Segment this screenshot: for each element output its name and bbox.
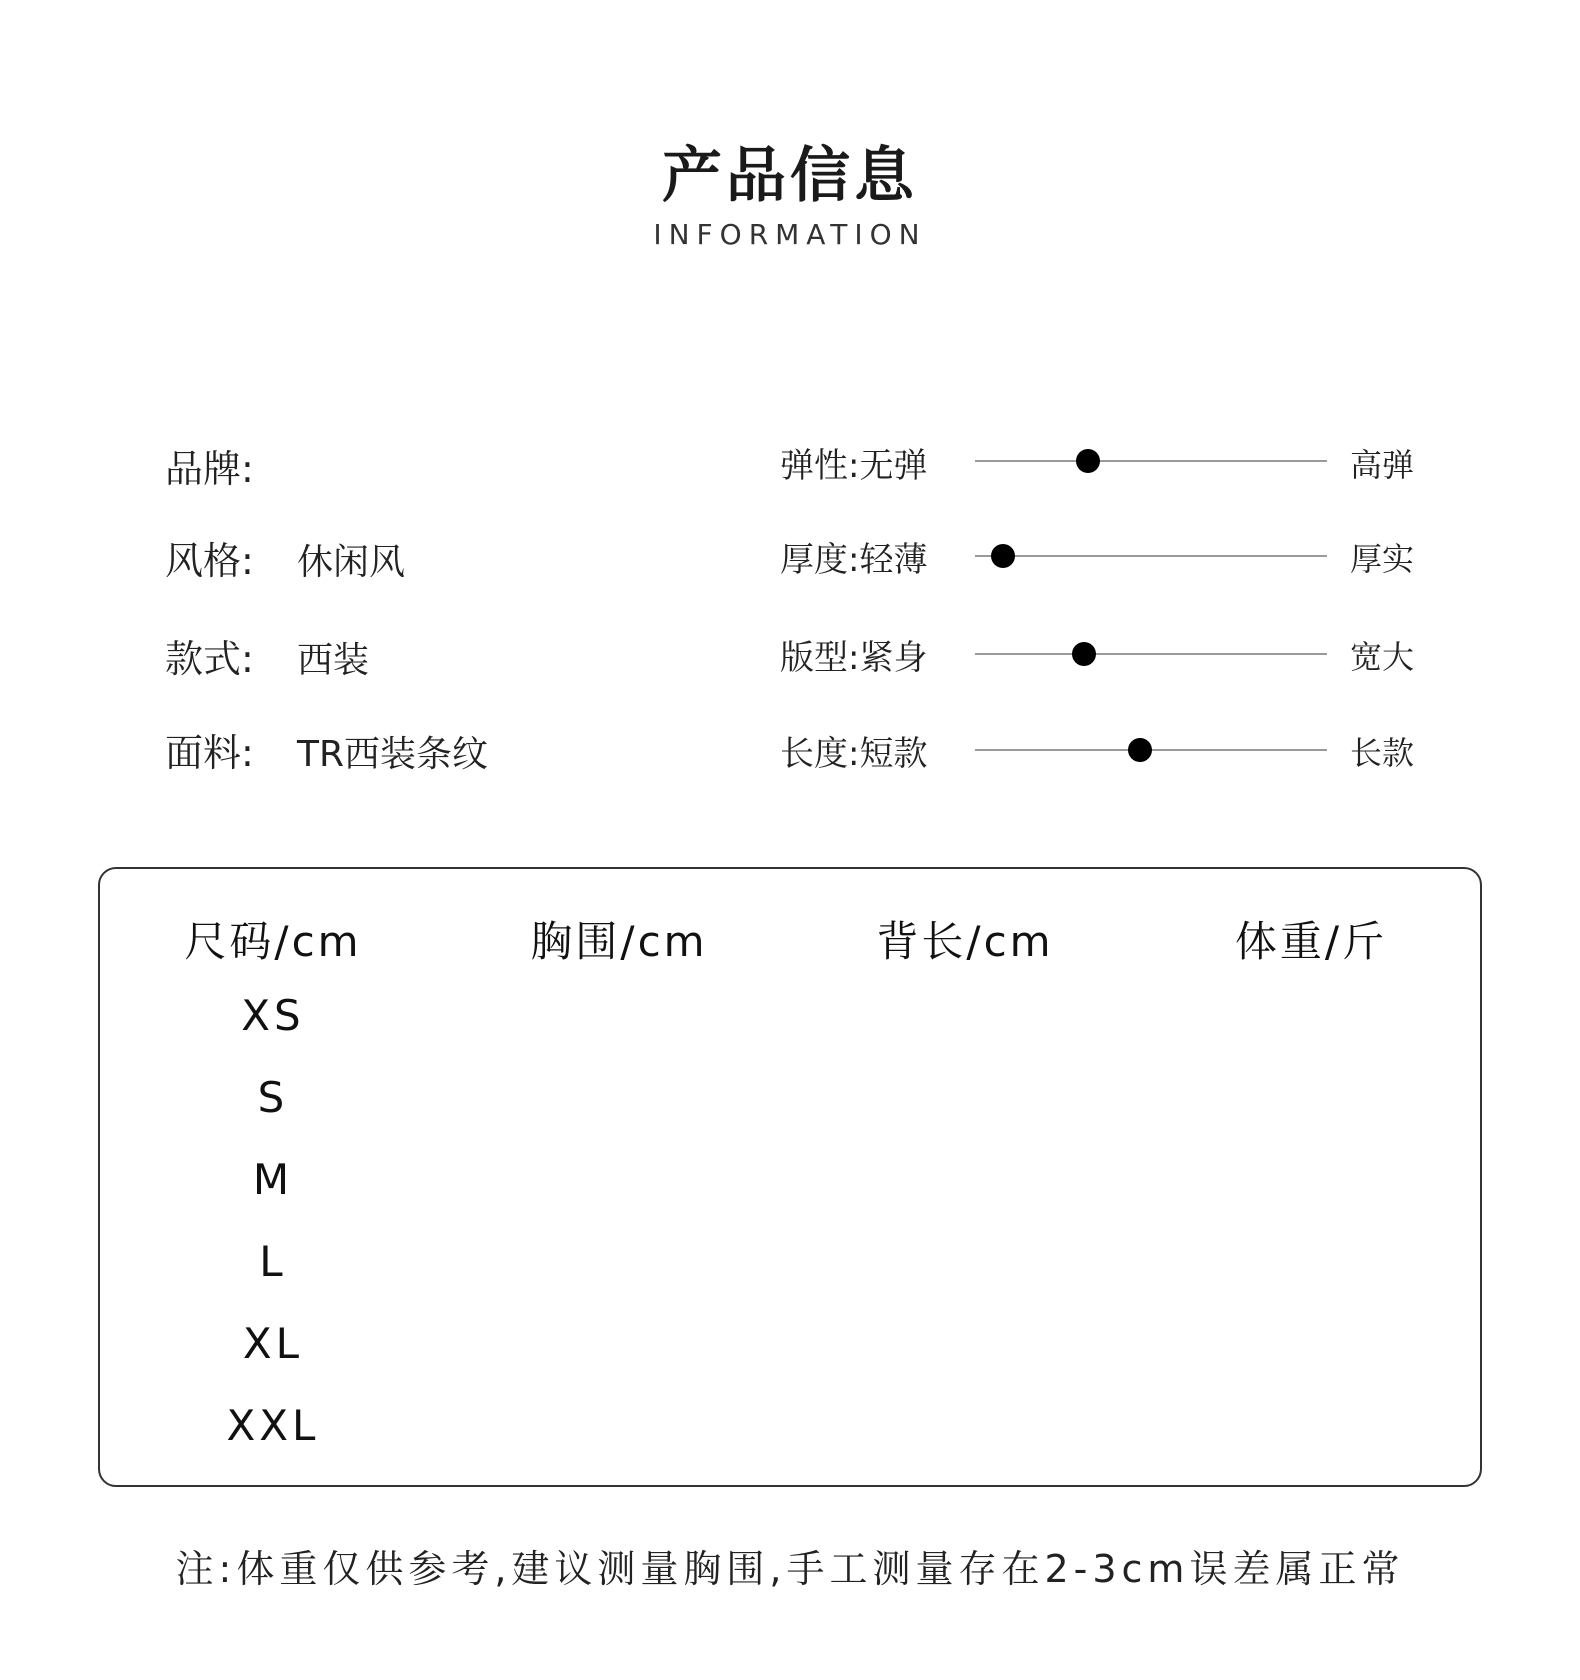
property-knob [1076, 449, 1100, 473]
column-header-weight: 体重/斤 [1234, 917, 1388, 966]
attribute-label: 面料: [165, 731, 254, 775]
property-right-label: 长款 [1350, 734, 1415, 772]
footnote: 注:体重仅供参考,建议测量胸围,手工测量存在2-3cm误差属正常 [175, 1547, 1405, 1591]
property-label: 厚度: [780, 540, 860, 580]
attribute-label: 风格: [165, 539, 254, 583]
property-label: 长度: [780, 734, 860, 774]
property-track [975, 653, 1327, 655]
page-title: 产品信息 [662, 141, 918, 211]
page-subtitle: INFORMATION [653, 218, 927, 251]
attribute-brand [165, 438, 297, 493]
attribute-label: 品牌: [165, 447, 254, 491]
property-right-label: 宽大 [1350, 638, 1415, 676]
property-knob [1072, 642, 1096, 666]
attribute-value: 休闲风 [297, 542, 406, 583]
attribute-cut [165, 628, 369, 683]
property-knob [1128, 738, 1152, 762]
column-header-size: 尺码/cm [184, 917, 362, 966]
attribute-value: 西装 [297, 640, 370, 681]
column-header-back-length: 背长/cm [876, 917, 1054, 966]
property-left-label: 轻薄 [859, 540, 928, 580]
attribute-label: 款式: [165, 637, 254, 681]
attribute-fabric [165, 722, 488, 777]
size-row-xxl: XXL [226, 1401, 320, 1450]
property-track [975, 460, 1327, 462]
size-table [98, 867, 1482, 1487]
size-row-xs: XS [241, 991, 305, 1040]
property-knob [991, 544, 1015, 568]
size-row-xl: XL [242, 1319, 304, 1368]
column-header-chest: 胸围/cm [530, 917, 708, 966]
property-label: 弹性: [780, 446, 860, 486]
property-left-label: 短款 [859, 734, 928, 774]
property-right-label: 厚实 [1350, 540, 1415, 578]
size-row-m: M [252, 1155, 294, 1204]
size-row-l: L [259, 1237, 287, 1286]
property-label: 版型: [780, 638, 860, 678]
attribute-style [165, 530, 405, 585]
property-right-label: 高弹 [1350, 446, 1415, 484]
property-track [975, 749, 1327, 751]
size-row-s: S [257, 1073, 289, 1122]
property-left-label: 紧身 [859, 638, 928, 678]
attribute-value: TR西装条纹 [297, 734, 489, 775]
property-track [975, 555, 1327, 557]
property-left-label: 无弹 [859, 446, 928, 486]
